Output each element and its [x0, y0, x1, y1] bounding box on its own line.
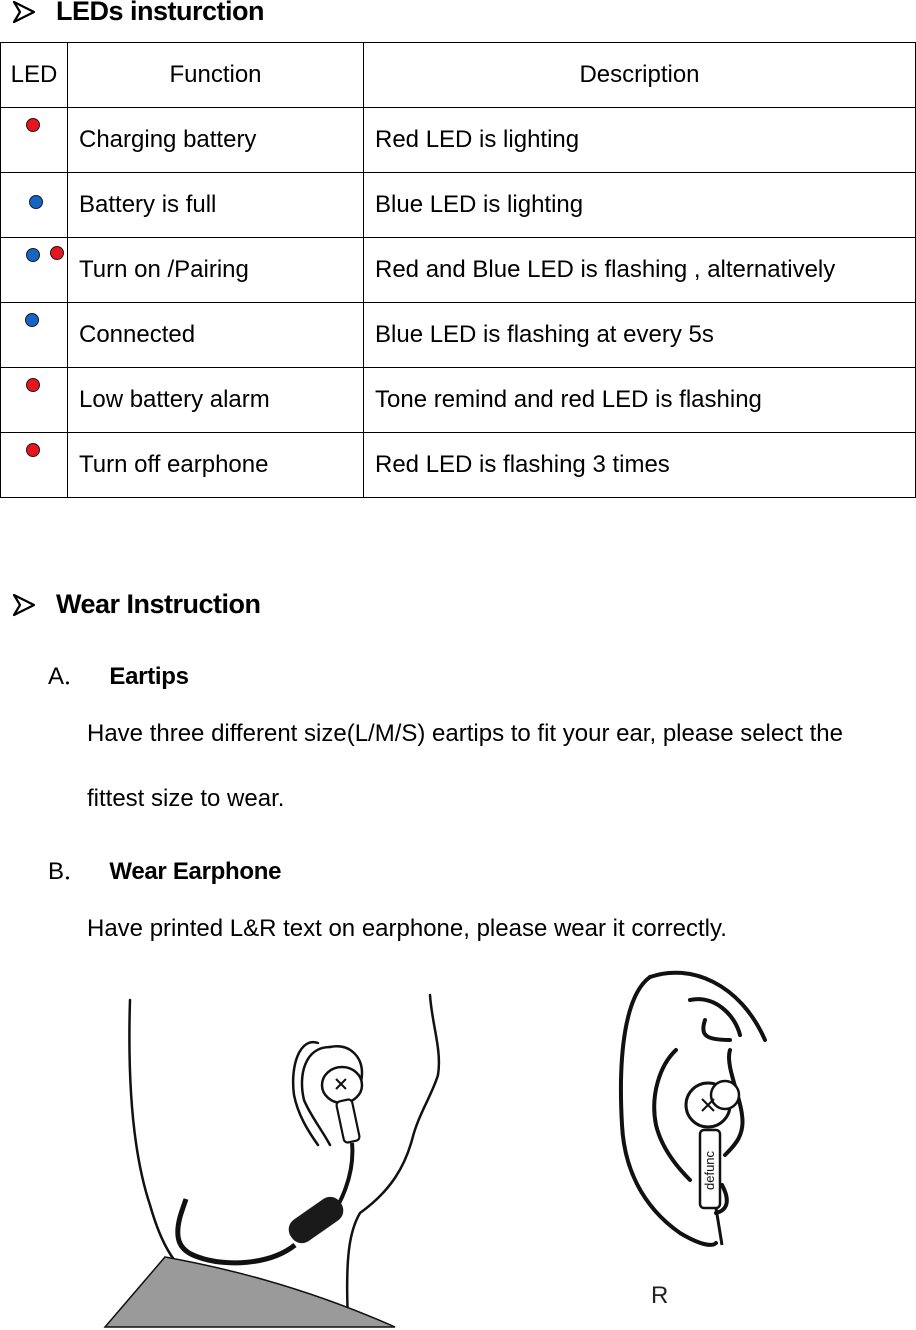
function-cell: Connected	[68, 303, 364, 368]
function-cell: Turn off earphone	[68, 433, 364, 498]
function-cell: Battery is full	[68, 173, 364, 238]
red-led-icon	[26, 443, 40, 457]
table-row	[1, 238, 916, 303]
table-row	[1, 303, 916, 368]
list-marker: B．	[48, 858, 88, 885]
table-row	[1, 173, 916, 238]
section-heading-leds	[10, 0, 264, 27]
led-cell	[1, 433, 68, 498]
paragraph-line: fittest size to wear.	[87, 785, 285, 812]
led-cell	[1, 238, 68, 303]
blue-led-icon	[29, 195, 43, 209]
blue-led-icon	[25, 313, 39, 327]
column-header-led: LED	[1, 43, 68, 108]
column-header-function: Function	[68, 43, 364, 108]
blue-led-icon	[26, 248, 40, 262]
description-cell: Red LED is lighting	[364, 108, 916, 173]
table-row	[1, 108, 916, 173]
subheading-eartips	[48, 656, 189, 691]
red-led-icon	[26, 378, 40, 392]
paragraph-line: Have three different size(L/M/S) eartips to fit your ear, please select the	[87, 720, 843, 747]
earbud-right	[686, 1081, 739, 1245]
side-label: R	[651, 1282, 669, 1309]
led-cell	[1, 108, 68, 173]
function-cell: Low battery alarm	[68, 368, 364, 433]
section-title: LEDs insturction	[56, 0, 265, 26]
arrowhead-bullet-icon	[10, 591, 38, 619]
neckband-earphone-left	[178, 1067, 362, 1263]
description-cell: Blue LED is flashing at every 5s	[364, 303, 916, 368]
table-row	[1, 433, 916, 498]
paragraph-line: Have printed L&R text on earphone, please wear it correctly.	[87, 915, 727, 942]
description-cell: Red LED is flashing 3 times	[364, 433, 916, 498]
column-header-description: Description	[364, 43, 916, 108]
section-heading-wear	[10, 589, 261, 620]
description-cell: Blue LED is lighting	[364, 173, 916, 238]
function-cell: Charging battery	[68, 108, 364, 173]
shoulder-shape	[105, 1257, 395, 1327]
red-led-icon	[50, 246, 64, 260]
table-header-row	[1, 43, 916, 108]
description-cell: Red and Blue LED is flashing , alternatively	[364, 238, 916, 303]
led-cell	[1, 173, 68, 238]
section-title: Wear Instruction	[56, 589, 261, 619]
description-cell: Tone remind and red LED is flashing	[364, 368, 916, 433]
led-cell	[1, 368, 68, 433]
function-cell: Turn on /Pairing	[68, 238, 364, 303]
subheading-title: Eartips	[109, 663, 189, 690]
earbud-brand-text: defunc	[702, 1150, 717, 1190]
led-table	[0, 42, 916, 498]
table-row	[1, 368, 916, 433]
subheading-wear-earphone	[48, 851, 281, 886]
led-cell	[1, 303, 68, 368]
wear-illustration	[0, 955, 916, 1330]
arrowhead-bullet-icon	[10, 0, 38, 26]
subheading-title: Wear Earphone	[109, 858, 282, 885]
red-led-icon	[26, 118, 40, 132]
list-marker: A．	[48, 663, 88, 690]
